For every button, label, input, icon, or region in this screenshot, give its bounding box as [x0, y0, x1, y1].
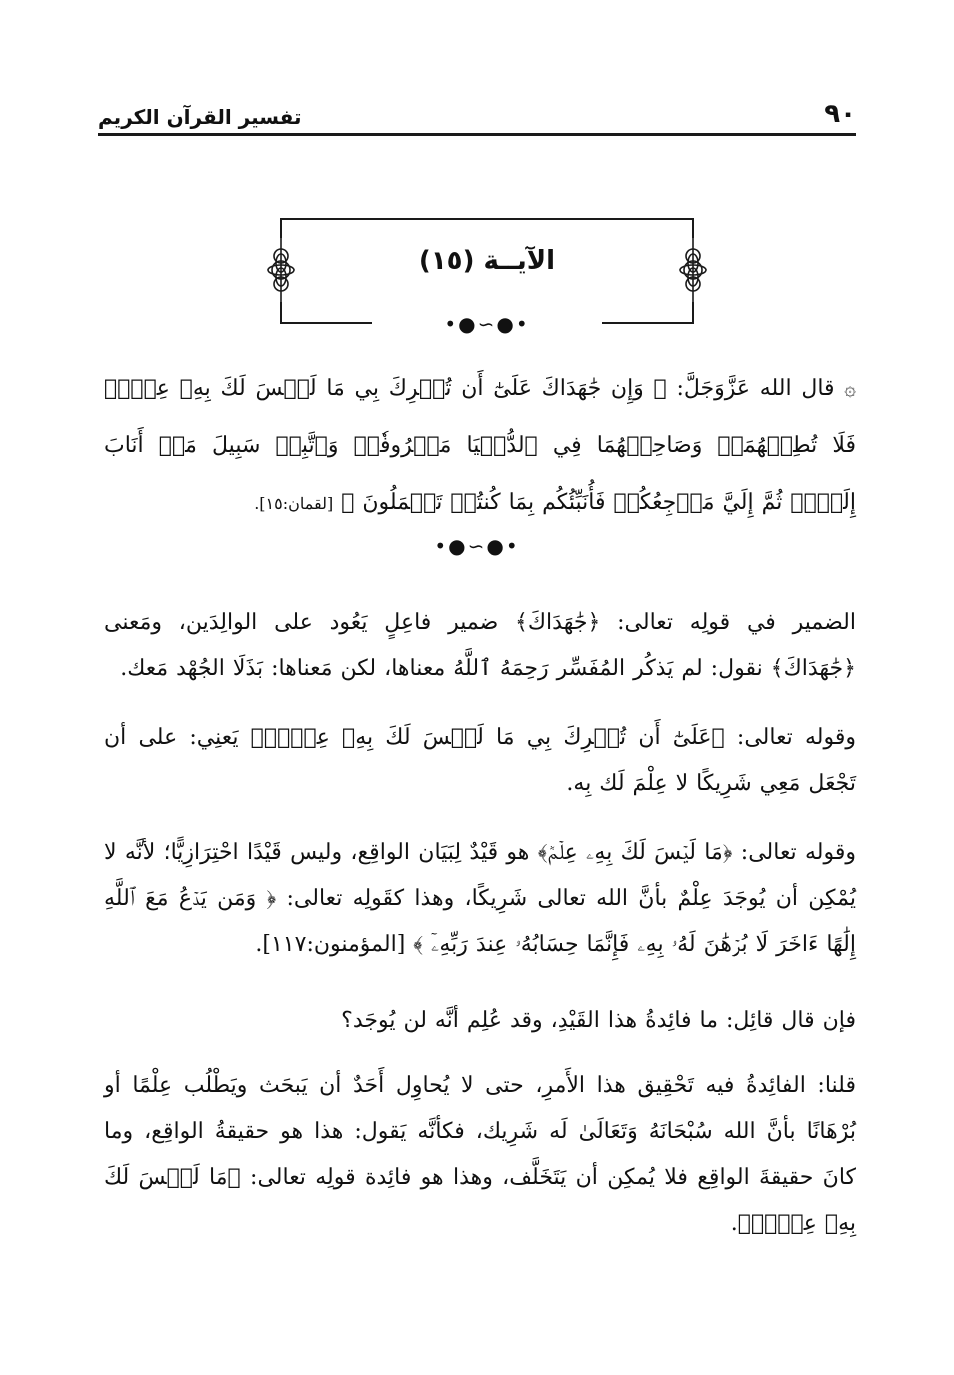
verse-heading-frame	[280, 218, 694, 336]
quran-verse-text: ﴿ وَإِن جَٰهَدَاكَ عَلَىٰٓ أَن تُشۡرِكَ بِي مَا لَيۡسَ لَكَ بِهِۦ عِلۡمٞ فَلَا تُطِعۡهُمَاۖ وَصَاحِبۡهُمَا فِي ٱلدُّنۡيَا مَعۡرُوفٗاۖ وَٱتَّبِعۡ سَبِيلَ مَنۡ أَنَابَ إِلَيَّۚ ثُمَّ إِلَيَّ مَرۡجِعُكُمۡ فَأُنَبِّئُكُم بِمَا كُنتُمۡ تَعۡمَلُونَ ﴾	[104, 376, 856, 515]
page-number: ٩٠	[824, 99, 856, 129]
frame-divider-ornament: •●∽●•	[444, 312, 530, 336]
commentary-paragraph: وقوله تعالى: ﴿مَا لَيۡسَ لَكَ بِهِۦ عِلۡمٞ﴾ هو قَيْدٌ لِبَيَان الواقِع، وليس قَيْدًا احْتِرَازِيًّا؛ لأنَّه لا يُمْكِن أن يُوجَدَ عِلْمٌ بأنَّ الله تعالى شَرِيكًا، وهذا كقَولِه تعالى: ﴿ وَمَن يَدۡعُ مَعَ ٱللَّهِ إِلَٰهًا ءَاخَرَ لَا بُرۡهَٰنَ لَهُۥ بِهِۦ فَإِنَّمَا حِسَابُهُۥ عِندَ رَبِّهِۦٓ ﴾ [المؤمنون:١١٧].	[104, 840, 856, 957]
rub-el-hizb-icon: ۞	[844, 376, 856, 400]
book-title: تفسير القرآن الكريم	[98, 105, 302, 129]
section-divider-ornament: •●∽●•	[434, 534, 520, 558]
verse-number-heading: الآيــة (١٥)	[418, 246, 556, 276]
commentary-paragraph: قلنا: الفائِدةُ فيه تَحْقِيق هذا الأَمرِ، حتى لا يُحاوِل أَحَدٌ أن يَبحَث ويَطْلُب عِلْمًا أو بُرْهَانًا بأنَّ الله سُبْحَانَهُ وَتَعَالَىٰ لَه شَرِيك، فكأنَّه يَقول: هذا هو حقيقةُ الواقِع، وما كانَ حقيقةَ الواقِع فلا يُمكِن أن يَتَخَلَّف، وهذا هو فائِدة قولِه تعالى: ﴿مَا لَيۡسَ لَكَ بِهِۦ عِلۡمٞ﴾.	[104, 1073, 856, 1236]
verse-citation: [لقمان:١٥].	[254, 494, 334, 513]
frame-top-border	[280, 218, 694, 220]
quran-verse-paragraph	[104, 360, 856, 532]
verse-intro: قال الله عَزَّوَجَلَّ:	[676, 376, 835, 401]
commentary-paragraph: الضمير في قولِه تعالى: ﴿جَٰهَدَاكَ﴾ ضمير فاعِلٍ يَعُود على الوالِدَين، ومَعنى ﴿جَٰهَدَاكَ﴾ نقول: لم يَذكُر المُفَسِّر رَحِمَهُ ٱللَّهُ معناها، لكن مَعناها: بَذَلَا الجُهْد مَعك.	[104, 610, 856, 681]
running-header	[98, 96, 856, 136]
commentary-paragraph: وقوله تعالى: ﴿عَلَىٰٓ أَن تُشۡرِكَ بِي مَا لَيۡسَ لَكَ بِهِۦ عِلۡمٞ﴾ يَعنِي: على أن تَجْعَل مَعِي شَرِيكًا لا عِلْمَ لَك بِه.	[104, 725, 856, 796]
commentary-paragraph: فإن قال قائِل: ما فائِدةُ هذا القَيْدِ، وقد عُلِم أنَّه لن يُوجَد؟	[341, 1008, 856, 1033]
